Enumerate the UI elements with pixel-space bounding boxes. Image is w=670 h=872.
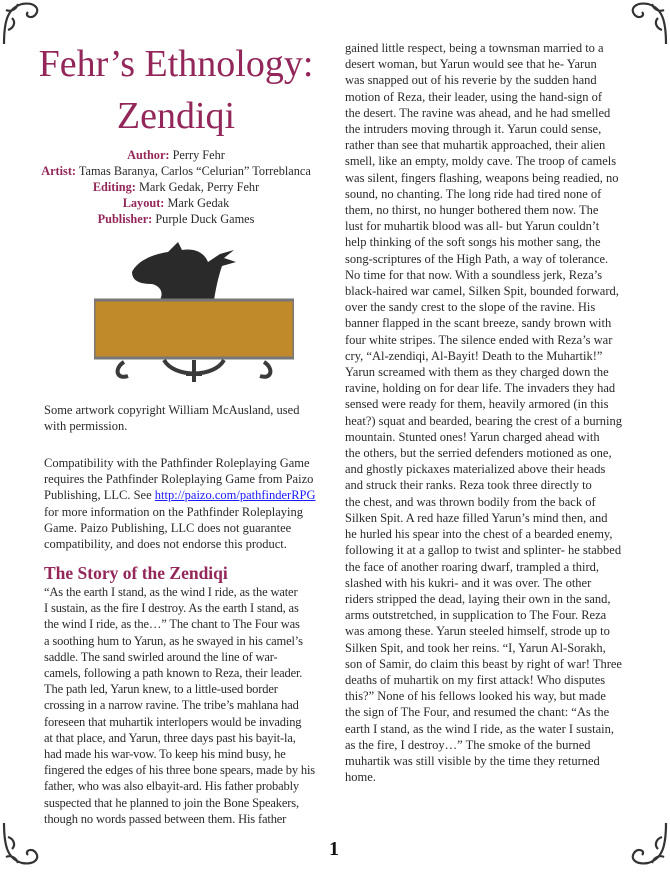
story-line: son of Samir, do claim this beast by right of war! Three (345, 656, 622, 671)
story-line: slashed with his kukri- and it was over. The other (345, 575, 592, 590)
story-line: motion of Reza, their leader, using the hand-sign of (345, 89, 603, 104)
credits (18, 147, 334, 227)
ornament-icon (622, 0, 670, 48)
document-title (18, 38, 334, 142)
story-line: this?” None of his fellows looked his way, but made (345, 689, 606, 704)
story-line: Silken Spit. A red haze filled Yarun’s mind then, and (345, 510, 608, 525)
story-line: suspected that he planned to join the Bone Speakers, (44, 795, 299, 810)
story-line: the face of another roaring dwarf, trampled a third, (345, 559, 600, 574)
story-line: help thinking of the soft songs his mother sang, the (345, 235, 601, 250)
porphyra-logo (94, 228, 294, 384)
story-line: four white stripes. The silence ended with Reza’s war (345, 332, 613, 347)
credit-publisher (18, 211, 334, 227)
credit-value: Perry Fehr (169, 148, 225, 162)
story-line: smell, like an empty, moldy cave. The troop of camels (345, 154, 617, 169)
credit-label: Layout: (122, 196, 165, 210)
story-line: song-scriptures of the High Path, a way of tolerance. (345, 251, 609, 266)
story-line: at that place, and Yarun, three days past his bayit-la, (44, 730, 296, 745)
paizo-link[interactable]: http://paizo.com/pathfinderRPG (154, 488, 316, 503)
story-line: crossing in a narrow ravine. The tribe’s mahlana had (44, 698, 299, 713)
compatibility-notice (44, 455, 316, 552)
text-line (44, 487, 316, 503)
story-line: rather than see that muhartik approached, their alien (345, 138, 606, 153)
credit-label: Editing: (92, 180, 136, 194)
story-line: cry, “Al-zendiqi, Al-Bayit! Death to the Muhartik!” (345, 348, 603, 363)
story-line: desert woman, but Yarun would see that he- Yarun (345, 57, 597, 72)
story-line: riders stripped the dead, laying their own in the sand, (345, 591, 611, 606)
story-line: gained little respect, being a townsman married to a (345, 41, 604, 55)
credit-editing (18, 179, 334, 195)
story-line: foreseen that muhartik interlopers would be invading (44, 714, 302, 729)
copyright-notice (44, 402, 299, 434)
title-line-2: Zendiqi (116, 95, 236, 137)
credit-value: Tamas Baranya, Carlos “Celurian” Torreblanca (76, 164, 311, 178)
story-line: was snapped out of his reverie by the sudden hand (345, 73, 597, 88)
story-line: lust for muhartik blood was all- but Yarun couldn’t (345, 219, 600, 234)
story-line: as the fire, I destroy…” The smoke of the burned (345, 737, 591, 752)
corner-ornament-bottom-right (622, 819, 670, 867)
credit-label: Artist: (41, 164, 77, 178)
credit-label: Author: (127, 148, 170, 162)
story-line: earth I stand, as the wind I ride, as the water I sustain, (345, 721, 615, 736)
text-line: for more information on the Pathfinder Roleplaying (44, 504, 303, 519)
credit-value: Mark Gedak (164, 196, 230, 210)
story-line: saddle. The sand swirled around the line of war- (44, 649, 278, 664)
page-number: 1 (329, 838, 339, 860)
story-line: sensed were ready for them, heavily armored (in this (345, 397, 609, 412)
story-line: ravine, holding on for dear life. The invaders they had (345, 381, 616, 396)
credit-value: Purple Duck Games (152, 212, 255, 226)
story-line: was among these. Yarun steeled himself, strode up to (345, 624, 610, 639)
story-line: banner flapped in the scant breeze, sandy brown with (345, 316, 612, 331)
text-line: requires the Pathfinder Roleplaying Game from Paizo (44, 472, 314, 487)
story-line: The path led, Yarun knew, to a little-used border (44, 682, 278, 697)
text-line: compatibility, and does not endorse this product. (44, 537, 287, 552)
story-line: though no words passed between them. His father (44, 811, 287, 826)
ornament-icon (622, 819, 670, 867)
story-line: the sign of The Four, and resumed the chant: “As the (345, 705, 610, 720)
credit-author (18, 147, 334, 163)
story-line: the desert. The ravine was ahead, and he had smelled (345, 105, 611, 120)
section-heading: The Story of the Zendiqi (44, 563, 228, 583)
story-line: I sustain, as the fire I destroy. As the earth I stand, as (44, 601, 299, 616)
porphyra-logo-image (94, 228, 294, 384)
story-column-left (44, 584, 315, 827)
story-line: black-haired war camel, Silken Spit, bounded forward, (345, 284, 619, 299)
story-line: fingered the edges of his three bone spears, made by his (44, 763, 316, 778)
story-line: heat?) squat and bearded, bearing the crest of a burning (345, 413, 622, 428)
corner-ornament-top-right (622, 0, 670, 48)
credit-layout (18, 195, 334, 211)
story-line: was silent, fingers flashing, weapons being readied, no (345, 170, 619, 185)
story-line: the wind I ride, as the…” The chant to The Four was (44, 617, 300, 632)
story-line: and ghostly pickaxes materialized above their heads (345, 462, 606, 477)
text-line: Some artwork copyright William McAusland, used (44, 403, 300, 417)
story-line: “As the earth I stand, as the wind I ride, as the water (44, 585, 298, 599)
text-line: Compatibility with the Pathfinder Roleplaying Game (44, 456, 310, 470)
text-fragment: Publishing, LLC. See (44, 488, 155, 503)
corner-ornament-bottom-left (0, 819, 48, 867)
story-column-right (345, 40, 622, 785)
story-line: the intruders moving through it. Yarun could sense, (345, 122, 602, 137)
story-line: following it at a gallop to twist and splinter- he stabbed (345, 543, 622, 558)
story-line: over the sandy crest to the slope of the ravine. His (345, 300, 596, 315)
ornament-icon (0, 819, 48, 867)
credit-artist (18, 163, 334, 179)
story-line: deaths of muhartik on my first attack! Who disputes (345, 672, 606, 687)
story-line: camels, following a path known to Reza, their leader. (44, 666, 303, 681)
story-line: the chest, and was thrown bodily from the back of (345, 494, 596, 509)
story-line: had made his war-vow. To keep his mind busy, he (44, 747, 286, 762)
story-line: sound, no chanting. The long ride had tired none of (345, 186, 602, 201)
story-line: them, no thirst, no hunger bothered them now. The (345, 203, 599, 218)
story-line: a soothing hum to Yarun, as he swayed in his camel’s (44, 633, 303, 648)
story-line: the others, but the serried defenders motioned as one, (345, 446, 612, 461)
story-line: muhartik was still visible by the time they returned (345, 753, 600, 768)
story-line: Silken Spit, and took her reins. “I, Yarun Al-Sorakh, (345, 640, 606, 655)
story-line: father, who was also elbayit-ard. His father probably (44, 779, 300, 794)
credit-value: Mark Gedak, Perry Fehr (135, 180, 260, 194)
story-line: home. (345, 770, 376, 785)
story-line: and struck their ranks. Reza took three directly to (345, 478, 592, 493)
story-line: mountain. Stunted ones! Yarun charged ahead with (345, 429, 600, 444)
story-line: arms outstretched, in supplication to The Four. Reza (345, 608, 607, 623)
text-line: with permission. (44, 419, 128, 434)
title-line-1: Fehr’s Ethnology: (38, 43, 314, 85)
text-line: Game. Paizo Publishing, LLC does not guarantee (44, 520, 292, 535)
story-line: No time for that now. With a soundless jerk, Reza’s (345, 267, 603, 282)
credit-label: Publisher: (97, 212, 153, 226)
story-line: Yarun screamed with them as they charged down the (345, 365, 609, 380)
story-line: he hurled his spear into the chest of a bearded enemy, (345, 527, 613, 542)
